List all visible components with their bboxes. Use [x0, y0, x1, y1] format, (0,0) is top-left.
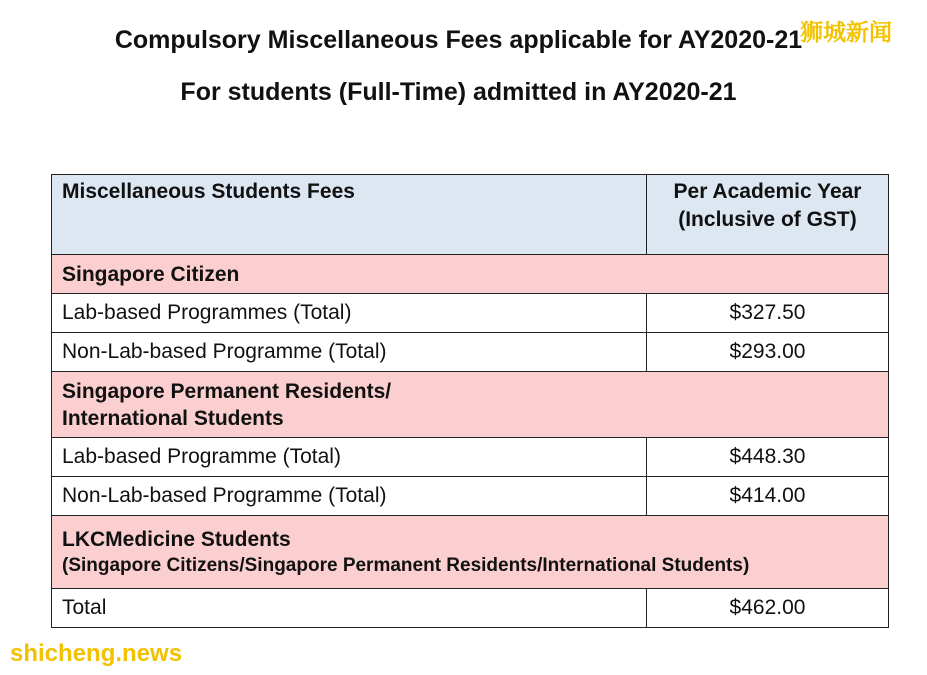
header-fee-type: Miscellaneous Students Fees — [52, 175, 647, 255]
section-row-pr-international — [52, 372, 889, 438]
section-title — [52, 516, 889, 589]
section-row-lkcmedicine — [52, 516, 889, 589]
table-row — [52, 333, 889, 372]
fee-label: Lab-based Programme (Total) — [52, 438, 647, 477]
section-title — [52, 372, 889, 438]
table-row — [52, 589, 889, 628]
fee-label: Lab-based Programmes (Total) — [52, 294, 647, 333]
fee-label: Non-Lab-based Programme (Total) — [52, 333, 647, 372]
fee-label: Non-Lab-based Programme (Total) — [52, 477, 647, 516]
fee-amount: $293.00 — [647, 333, 889, 372]
section-title-note: (Singapore Citizens/Singapore Permanent Residents/International Students) — [62, 554, 750, 576]
section-title-line2: International Students — [62, 407, 284, 430]
section-title: Singapore Citizen — [52, 255, 889, 294]
fee-label: Total — [52, 589, 647, 628]
section-row-singapore-citizen — [52, 255, 889, 294]
fees-table — [51, 174, 889, 628]
header-per-year-line2: (Inclusive of GST) — [678, 208, 857, 231]
fee-amount: $448.30 — [647, 438, 889, 477]
table-row — [52, 294, 889, 333]
section-title-line1: LKCMedicine Students — [62, 527, 291, 551]
fee-amount: $462.00 — [647, 589, 889, 628]
watermark-logo-bottom: shicheng.news — [10, 640, 183, 667]
document-subtitle: For students (Full-Time) admitted in AY2020-21 — [180, 78, 737, 106]
table-row — [52, 477, 889, 516]
fee-amount: $327.50 — [647, 294, 889, 333]
header-per-year — [647, 175, 889, 255]
fee-amount: $414.00 — [647, 477, 889, 516]
table-header-row — [52, 175, 889, 255]
table-row — [52, 438, 889, 477]
section-title-line1: Singapore Permanent Residents/ — [62, 380, 392, 403]
watermark-logo-top: 狮城新闻 — [800, 19, 892, 45]
document-title: Compulsory Miscellaneous Fees applicable for AY2020-21 — [114, 26, 803, 54]
header-per-year-line1: Per Academic Year — [673, 180, 862, 203]
